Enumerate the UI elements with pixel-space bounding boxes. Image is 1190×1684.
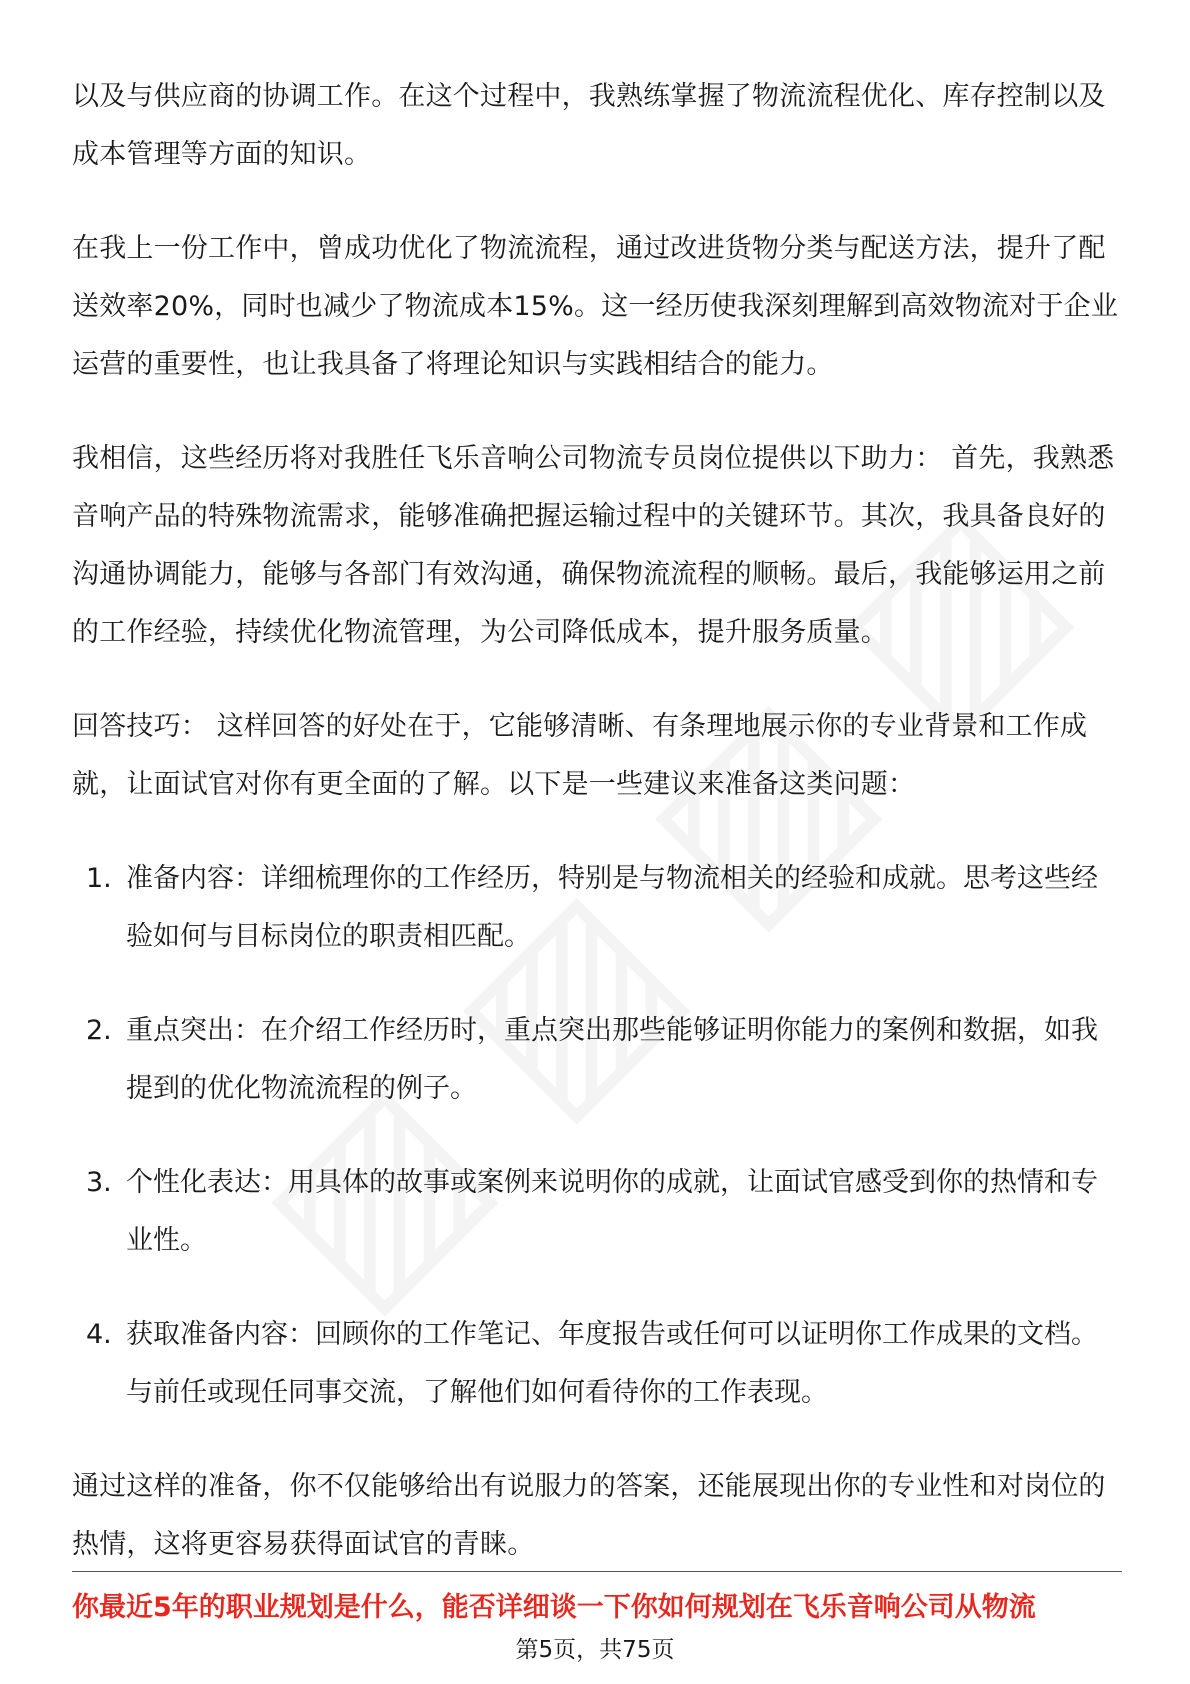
list-item-number: 2. (86, 1015, 112, 1046)
page-content (72, 68, 1122, 1610)
paragraph-experience: 在我上一份工作中，曾成功优化了物流流程，通过改进货物分类与配送方法，提升了配送效率20%，同时也减少了物流成本15%。这一经历使我深刻理解到高效物流对于企业运营的重要性，也让我具备了将理论知识与实践相结合的能力。 (72, 233, 1119, 380)
list-item (72, 1306, 1122, 1422)
next-question-heading: 你最近5年的职业规划是什么，能否详细谈一下你如何规划在飞乐音响公司从物流 (72, 1592, 1036, 1623)
footer-divider (72, 1571, 1122, 1572)
list-item-number: 1. (86, 863, 112, 894)
list-item-text: 准备内容：详细梳理你的工作经历，特别是与物流相关的经验和成就。思考这些经验如何与目标岗位的职责相匹配。 (126, 863, 1098, 952)
list-item-number: 4. (86, 1319, 112, 1350)
tips-list (72, 850, 1122, 1422)
paragraph-continued: 以及与供应商的协调工作。在这个过程中，我熟练掌握了物流流程优化、库存控制以及成本管理等方面的知识。 (72, 81, 1106, 170)
list-item (72, 850, 1122, 966)
list-item (72, 1002, 1122, 1118)
paragraph-answer-tips: 回答技巧： 这样回答的好处在于，它能够清晰、有条理地展示你的专业背景和工作成就，让面试官对你有更全面的了解。以下是一些建议来准备这类问题： (72, 711, 1088, 800)
list-item-text: 获取准备内容：回顾你的工作笔记、年度报告或任何可以证明你工作成果的文档。与前任或现任同事交流，了解他们如何看待你的工作表现。 (126, 1319, 1098, 1408)
paragraph-closing: 通过这样的准备，你不仅能够给出有说服力的答案，还能展现出你的专业性和对岗位的热情，这将更容易获得面试官的青睐。 (72, 1471, 1106, 1560)
paragraph-contribution: 我相信，这些经历将对我胜任飞乐音响公司物流专员岗位提供以下助力： 首先，我熟悉音响产品的特殊物流需求，能够准确把握运输过程中的关键环节。其次，我具备良好的沟通协调能力，能够与各部门有效沟通，确保物流流程的顺畅。最后，我能够运用之前的工作经验，持续优化物流管理，为公司降低成本，提升服务质量。 (72, 443, 1115, 648)
list-item (72, 1154, 1122, 1270)
list-item-text: 个性化表达：用具体的故事或案例来说明你的成就，让面试官感受到你的热情和专业性。 (126, 1167, 1098, 1256)
page-number: 第5页，共75页 (515, 1637, 675, 1663)
list-item-text: 重点突出：在介绍工作经历时，重点突出那些能够证明你能力的案例和数据，如我提到的优化物流流程的例子。 (126, 1015, 1098, 1104)
list-item-number: 3. (86, 1167, 112, 1198)
